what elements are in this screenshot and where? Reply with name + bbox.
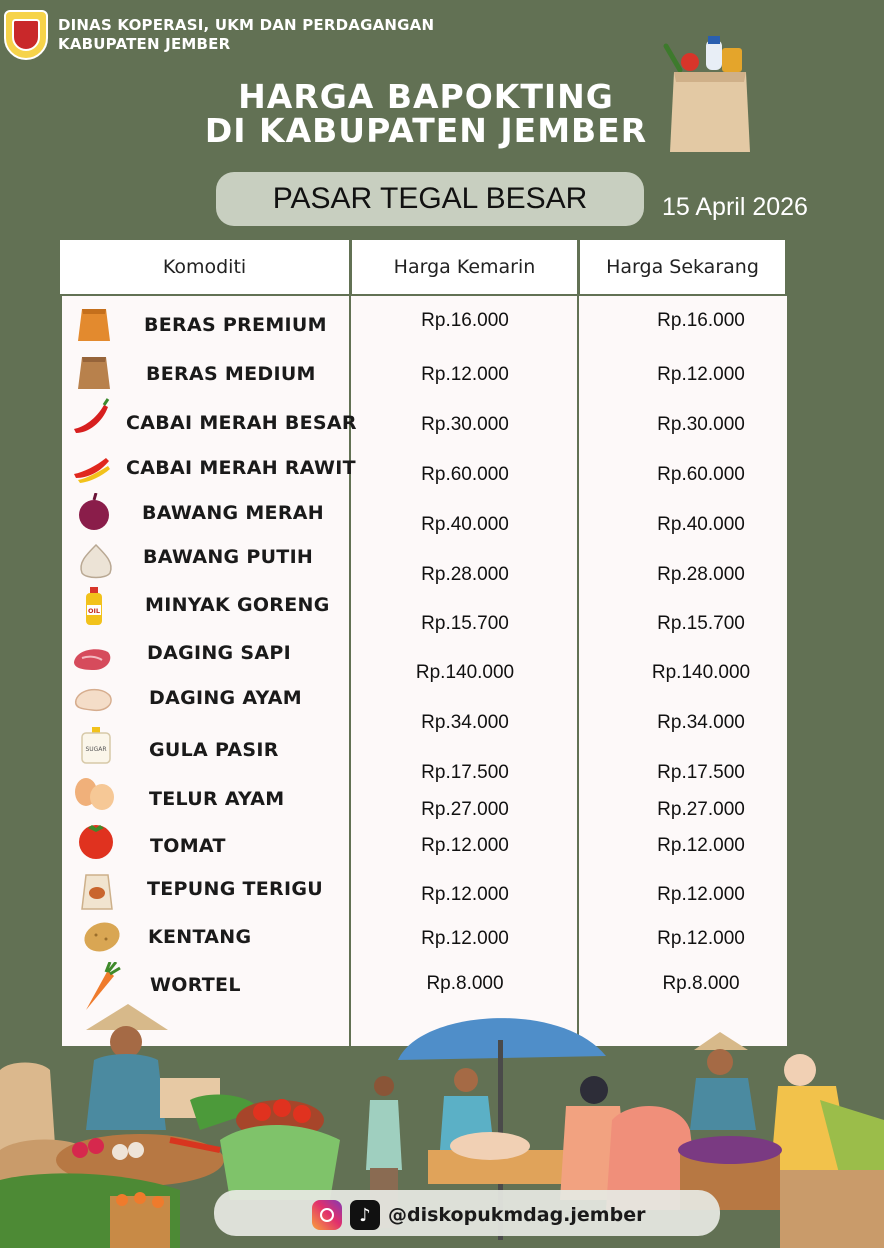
- price-today: Rp.15.700: [657, 613, 745, 634]
- social-handle[interactable]: @diskopukmdag.jember: [388, 1204, 646, 1226]
- potato-icon: [80, 917, 124, 957]
- price-today: Rp.34.000: [657, 712, 745, 733]
- price-today: Rp.30.000: [657, 414, 745, 435]
- cooking-oil-icon: [74, 587, 118, 627]
- egg-icon: [72, 774, 116, 814]
- chicken-icon: [72, 678, 116, 718]
- price-today: Rp.12.000: [657, 364, 745, 385]
- sugar-icon: [76, 725, 120, 765]
- price-yesterday: Rp.28.000: [421, 564, 509, 585]
- commodity-name: GULA PASIR: [149, 739, 279, 761]
- price-today: Rp.16.000: [657, 310, 745, 331]
- agency-name: [58, 16, 434, 54]
- red-chili-icon: [70, 397, 114, 437]
- instagram-icon[interactable]: [312, 1200, 342, 1230]
- commodity-name: CABAI MERAH RAWIT: [126, 457, 356, 479]
- price-today: Rp.60.000: [657, 464, 745, 485]
- commodity-name: DAGING AYAM: [149, 687, 302, 709]
- title-line-2: DI KABUPATEN JEMBER: [204, 111, 648, 150]
- price-yesterday: Rp.12.000: [421, 835, 509, 856]
- shallot-icon: [74, 493, 118, 533]
- oil-label: OIL: [87, 607, 101, 615]
- price-today: Rp.12.000: [657, 884, 745, 905]
- price-today: Rp.12.000: [657, 928, 745, 949]
- header-komoditi: Komoditi: [60, 240, 349, 294]
- commodity-name: CABAI MERAH BESAR: [126, 412, 357, 434]
- grocery-bag-icon: [660, 36, 760, 156]
- commodity-name: KENTANG: [148, 926, 252, 948]
- commodity-name: DAGING SAPI: [147, 642, 291, 664]
- commodity-name: TOMAT: [150, 835, 226, 857]
- price-yesterday: Rp.12.000: [421, 928, 509, 949]
- price-today: Rp.28.000: [657, 564, 745, 585]
- commodity-name: BERAS MEDIUM: [146, 363, 316, 385]
- price-yesterday: Rp.40.000: [421, 514, 509, 535]
- commodity-name: TELUR AYAM: [149, 788, 285, 810]
- commodity-name: BAWANG MERAH: [142, 502, 324, 524]
- beef-icon: [70, 638, 114, 678]
- market-name-pill: [216, 172, 644, 226]
- tiktok-icon[interactable]: ♪: [350, 1200, 380, 1230]
- garlic-icon: [76, 541, 120, 581]
- commodity-name: BAWANG PUTIH: [143, 546, 314, 568]
- commodity-name: TEPUNG TERIGU: [147, 878, 323, 900]
- price-yesterday: Rp.16.000: [421, 310, 509, 331]
- market-name: PASAR TEGAL BESAR: [272, 182, 588, 215]
- tomato-icon: [76, 820, 120, 860]
- price-yesterday: Rp.30.000: [421, 414, 509, 435]
- price-yesterday: Rp.17.500: [421, 762, 509, 783]
- price-today: Rp.40.000: [657, 514, 745, 535]
- price-today: Rp.17.500: [657, 762, 745, 783]
- price-yesterday: Rp.140.000: [415, 662, 515, 683]
- price-today: Rp.27.000: [657, 799, 745, 820]
- commodity-name: MINYAK GORENG: [145, 594, 330, 616]
- commodity-name: BERAS PREMIUM: [144, 314, 327, 336]
- report-date: 15 April 2026: [662, 193, 808, 221]
- jember-logo: [4, 10, 48, 60]
- price-yesterday: Rp.15.700: [421, 613, 509, 634]
- title-line-1: HARGA BAPOKTING: [238, 77, 614, 116]
- price-yesterday: Rp.34.000: [421, 712, 509, 733]
- commodity-name: WORTEL: [150, 974, 241, 996]
- sugar-label: SUGAR: [85, 746, 107, 753]
- agency-line-1: DINAS KOPERASI, UKM DAN PERDAGANGAN: [58, 16, 435, 34]
- price-yesterday: Rp.8.000: [426, 973, 504, 994]
- header-harga-sekarang: Harga Sekarang: [580, 240, 785, 294]
- rice-sack-icon: [72, 305, 116, 345]
- price-yesterday: Rp.12.000: [421, 884, 509, 905]
- price-today: Rp.140.000: [651, 662, 751, 683]
- agency-line-2: KABUPATEN JEMBER: [58, 35, 231, 53]
- price-yesterday: Rp.12.000: [421, 364, 509, 385]
- price-yesterday: Rp.60.000: [421, 464, 509, 485]
- rice-sack-icon: [72, 353, 116, 393]
- price-today: Rp.12.000: [657, 835, 745, 856]
- price-yesterday: Rp.27.000: [421, 799, 509, 820]
- header-harga-kemarin: Harga Kemarin: [352, 240, 577, 294]
- bird-chili-icon: [70, 446, 114, 486]
- flour-icon: [78, 871, 122, 911]
- price-today: Rp.8.000: [662, 973, 740, 994]
